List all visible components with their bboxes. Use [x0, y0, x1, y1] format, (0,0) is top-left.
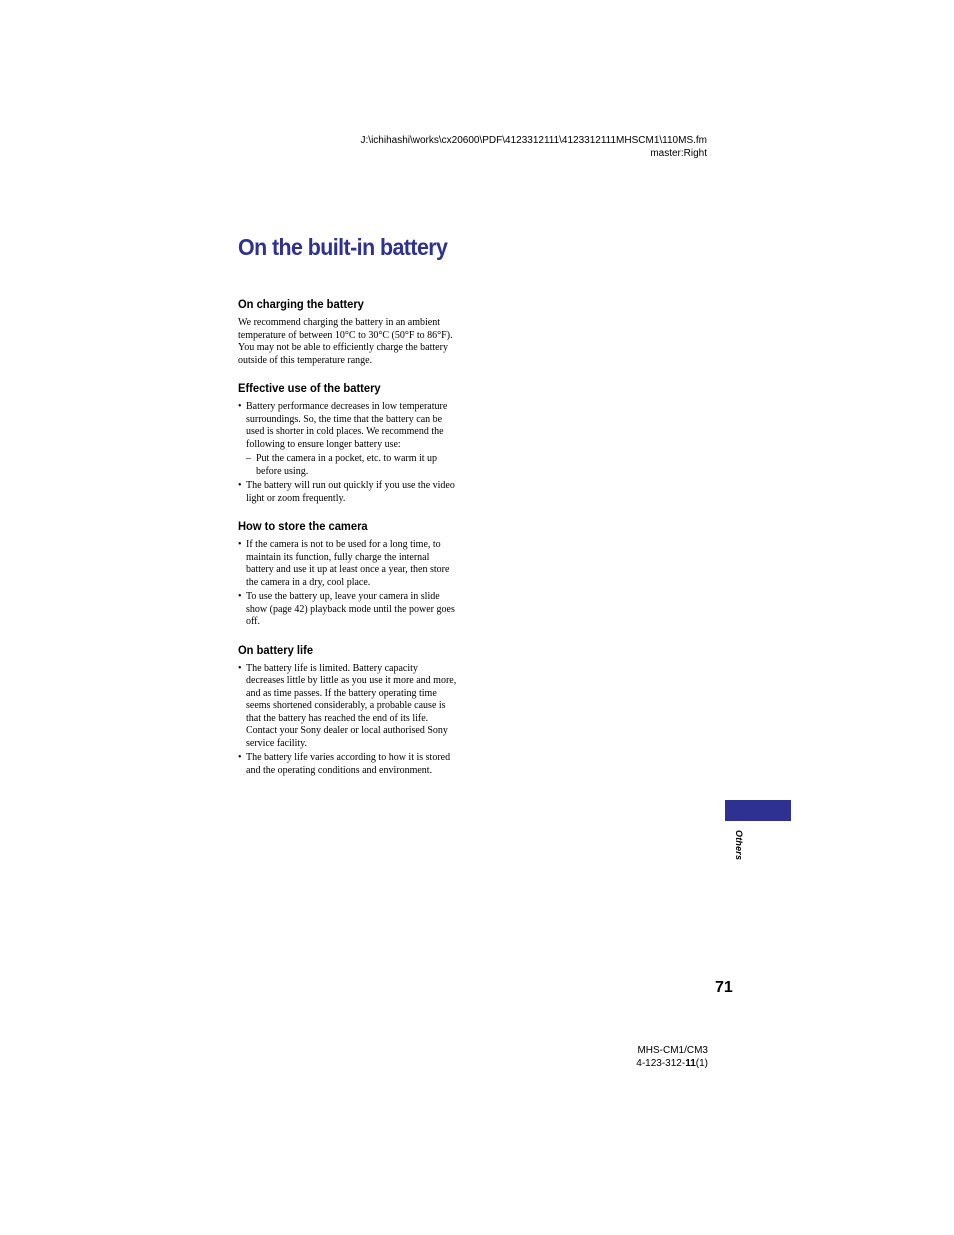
page-number: 71: [715, 979, 733, 996]
footer-meta: [636, 1045, 708, 1070]
section-store: [238, 519, 458, 629]
section-heading-effective-use: Effective use of the battery: [238, 381, 381, 395]
effective-use-list: [238, 401, 458, 505]
section-heading-store: How to store the camera: [238, 519, 368, 533]
master-label: master:Right: [650, 147, 707, 159]
list-item: • The battery life is limited. Battery capacity decreases little by little as you use it more and more, and as time passes. If the battery operating time seems shortened considerably, a probable cause is that the battery has reached the end of its life. Contact your Sony dealer or local authorised Sony service facility.: [238, 663, 458, 751]
section-tab-marker: [725, 800, 791, 821]
page-title: On the built-in battery: [238, 234, 448, 260]
document-code: [636, 1058, 708, 1071]
section-life: [238, 643, 458, 778]
model-number: MHS-CM1/CM3: [637, 1045, 708, 1056]
list-item: • If the camera is not to be used for a long time, to maintain its function, fully charge the internal battery and use it up at least once a year, then store the camera in a dry, cool place.: [238, 539, 458, 589]
document-code-bold: 11: [685, 1057, 696, 1069]
main-content: [238, 297, 458, 791]
list-item: • To use the battery up, leave your camera in slide show (page 42) playback mode until the power goes off.: [238, 591, 458, 629]
life-list: [238, 663, 458, 778]
list-item: [238, 401, 458, 478]
document-code-suffix: (1): [695, 1057, 708, 1069]
bullet-text: Battery performance decreases in low temperature surroundings. So, the time that the battery can be used is shorter in cold places. We recommend the following to ensure longer battery use:: [246, 401, 448, 450]
side-section-label: Others: [734, 830, 744, 861]
file-path: J:\ichihashi\works\cx20600\PDF\4123312111\4123312111MHSCM1\110MS.fm: [360, 135, 707, 146]
store-list: [238, 539, 458, 629]
list-item: • The battery will run out quickly if you use the video light or zoom frequently.: [238, 480, 458, 505]
section-charging: [238, 297, 458, 367]
document-code-prefix: 4-123-312-: [636, 1057, 686, 1069]
charging-paragraph: We recommend charging the battery in an ambient temperature of between 10°C to 30°C (50°F to 86°F). You may not be able to efficiently charge the battery outside of this temperature range.: [238, 317, 453, 366]
section-heading-life: On battery life: [238, 642, 314, 657]
sub-list-item: – Put the camera in a pocket, etc. to warm it up before using.: [238, 453, 458, 478]
section-effective-use: [238, 381, 458, 505]
list-item: • The battery life varies according to how it is stored and the operating conditions and environment.: [238, 752, 458, 777]
section-heading-charging: On charging the battery: [238, 297, 364, 311]
header-meta: [361, 135, 707, 160]
